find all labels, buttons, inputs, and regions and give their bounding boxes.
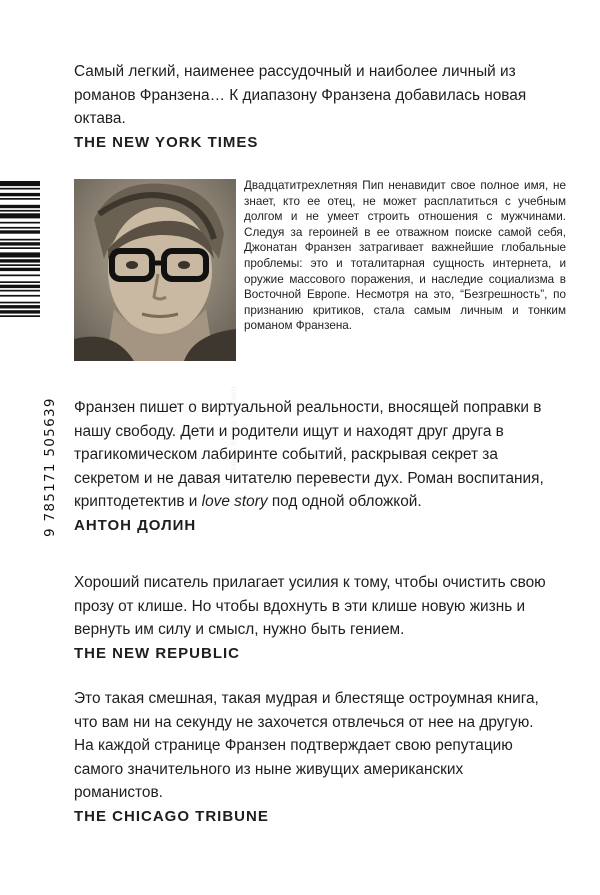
barcode-bar xyxy=(0,222,40,224)
barcode-bar xyxy=(0,230,40,233)
barcode-bar xyxy=(0,268,40,271)
quote-nyt xyxy=(74,60,554,153)
barcode-bar xyxy=(0,227,40,229)
barcode-bar xyxy=(0,247,40,249)
quote-text-part: под одной обложкой. xyxy=(267,493,422,510)
quote-source: АНТОН ДОЛИН xyxy=(74,516,197,534)
book-description: Двадцатитрехлетняя Пип ненавидит свое полное имя, не знает, кто ее отец, не может расплатиться с учебным долгом и не умеет строить отношения с мужчинами. Следуя за героиней в ее отважном поиске самой себя, Джонатан Франзен затрагивает важнейшие глобальные проблемы: это и тоталитарная сущность интернета, и оружие массового поражения, и наследие социализма в Восточной Европе. Несмотря на это, “Безгрешность”, по признанию критиков, стала самым личным и тонким романом Франзена. xyxy=(244,179,566,333)
author-portrait xyxy=(74,179,236,361)
barcode-bar xyxy=(0,285,40,288)
barcode-bar xyxy=(0,295,40,297)
barcode-bars xyxy=(0,179,62,361)
barcode-bar xyxy=(0,210,40,212)
quote-source: THE NEW YORK TIMES xyxy=(74,133,259,151)
barcode-bar xyxy=(0,315,40,317)
barcode-bar xyxy=(0,239,40,241)
barcode-bar xyxy=(0,281,40,283)
quote-text-italic: love story xyxy=(201,493,268,510)
isbn-number: 9 785171 505639 xyxy=(42,397,58,537)
barcode-bar xyxy=(0,193,40,196)
barcode-bar xyxy=(0,302,40,304)
quote-text-part: Франзен пишет о виртуальной реальности, вносящей поправки в нашу свободу. Дети и родители ищут и находят друг друга в трагикомическом лабиринте событий, раскрывая секрет за секретом и не давая читателю перевести дух. Роман воспитания, криптодетектив и xyxy=(74,399,544,510)
barcode-bar xyxy=(0,198,40,200)
quote-text: Хороший писатель прилагает усилия к тому, чтобы очистить свою прозу от клише. Но чтобы вдохнуть в эти клише новую жизнь и вернуть им силу и смысл, нужно быть гением. xyxy=(74,574,546,638)
barcode-bar xyxy=(0,310,40,313)
quote-source: THE NEW REPUBLIC xyxy=(74,644,240,662)
barcode-bar xyxy=(0,213,40,218)
quote-new-republic xyxy=(74,571,554,664)
quote-text: Это такая смешная, такая мудрая и блестяще остроумная книга, что вам ни на секунду не захочется отвлечься от нее на другую. На каждой странице Франзен подтверждает свою репутацию самого значительного из ныне живущих американских романистов. xyxy=(74,690,539,801)
barcode xyxy=(0,179,62,537)
quote-dolin xyxy=(74,396,554,536)
photo-credit: Photo © Shelby Graham xyxy=(228,386,238,479)
quote-chicago-tribune xyxy=(74,687,554,827)
barcode-bar xyxy=(0,205,40,208)
barcode-bar xyxy=(0,275,40,277)
barcode-bar xyxy=(0,181,40,186)
quote-source: THE CHICAGO TRIBUNE xyxy=(74,807,269,825)
barcode-bar xyxy=(0,259,40,262)
barcode-bar xyxy=(0,188,40,190)
quote-text: Самый легкий, наименее рассудочный и наиболее личный из романов Франзена… К диапазону Франзена добавилась новая октава. xyxy=(74,63,527,127)
barcode-bar xyxy=(0,252,40,257)
quote-text xyxy=(74,396,554,514)
barcode-bar xyxy=(0,242,40,245)
barcode-bar xyxy=(0,264,40,266)
barcode-bar xyxy=(0,305,40,308)
barcode-bar xyxy=(0,290,40,292)
author-photo xyxy=(74,179,238,479)
